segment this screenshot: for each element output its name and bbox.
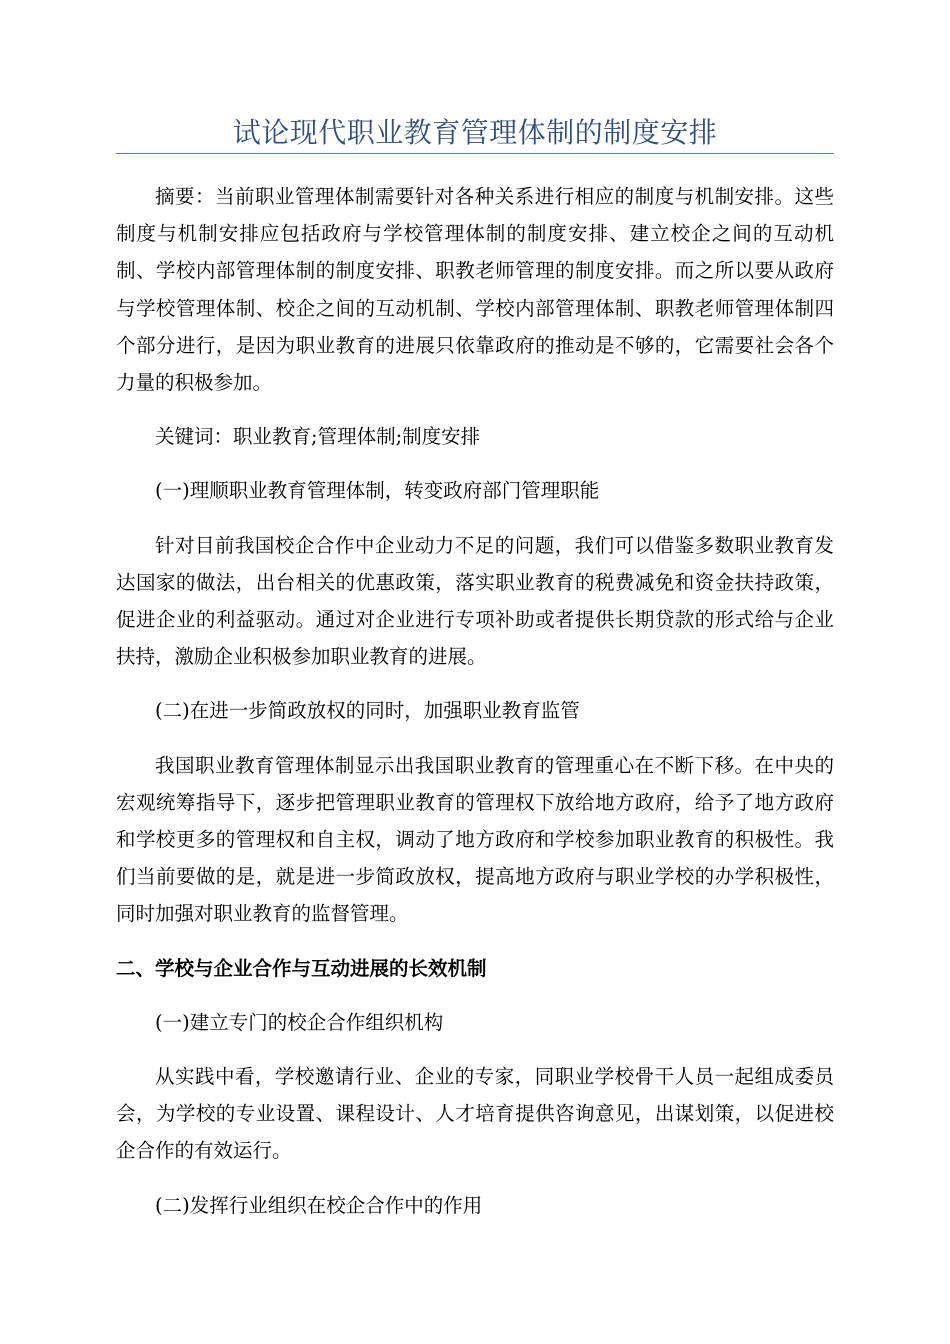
- title-underline: [116, 153, 834, 154]
- document-title: 试论现代职业教育管理体制的制度安排: [232, 116, 718, 149]
- abstract-paragraph: 摘要：当前职业管理体制需要针对各种关系进行相应的制度与机制安排。这些制度与机制安排应包括政府与学校管理体制的制度安排、建立校企之间的互动机制、学校内部管理体制的制度安排、职教老师管理的制度安排。而之所以要从政府与学校管理体制、校企之间的互动机制、学校内部管理体制、职教老师管理体制四个部分进行，是因为职业教育的进展只依靠政府的推动是不够的，它需要社会各个力量的积极参加。: [116, 185, 834, 395]
- subheading-1-1: (一)理顺职业教育管理体制，转变政府部门管理职能: [155, 479, 600, 503]
- section-2-heading: 二、学校与企业合作与互动进展的长效机制: [116, 956, 487, 980]
- paragraph-1-1: 针对目前我国校企合作中企业动力不足的问题，我们可以借鉴多数职业教育发达国家的做法，出台相关的优惠政策，落实职业教育的税费减免和资金扶持政策，促进企业的利益驱动。通过对企业进行专项补助或者提供长期贷款的形式给与企业扶持，激励企业积极参加职业教育的进展。: [116, 533, 834, 669]
- subheading-2-1: (一)建立专门的校企合作组织机构: [155, 1010, 444, 1034]
- keywords-line: 关键词：职业教育;管理体制;制度安排: [155, 425, 481, 449]
- subheading-1-2: (二)在进一步简政放权的同时，加强职业教育监管: [155, 699, 580, 723]
- paragraph-2-1: 从实践中看，学校邀请行业、企业的专家，同职业学校骨干人员一起组成委员会，为学校的专业设置、课程设计、人才培育提供咨询意见，出谋划策，以促进校企合作的有效运行。: [116, 1065, 834, 1163]
- paragraph-1-2: 我国职业教育管理体制显示出我国职业教育的管理重心在不断下移。在中央的宏观统筹指导下，逐步把管理职业教育的管理权下放给地方政府，给予了地方政府和学校更多的管理权和自主权，调动了地方政府和学校参加职业教育的积极性。我们当前要做的是，就是进一步简政放权，提高地方政府与职业学校的办学积极性，同时加强对职业教育的监督管理。: [116, 753, 834, 926]
- subheading-2-2: (二)发挥行业组织在校企合作中的作用: [155, 1193, 483, 1217]
- document-body: [116, 178, 834, 1224]
